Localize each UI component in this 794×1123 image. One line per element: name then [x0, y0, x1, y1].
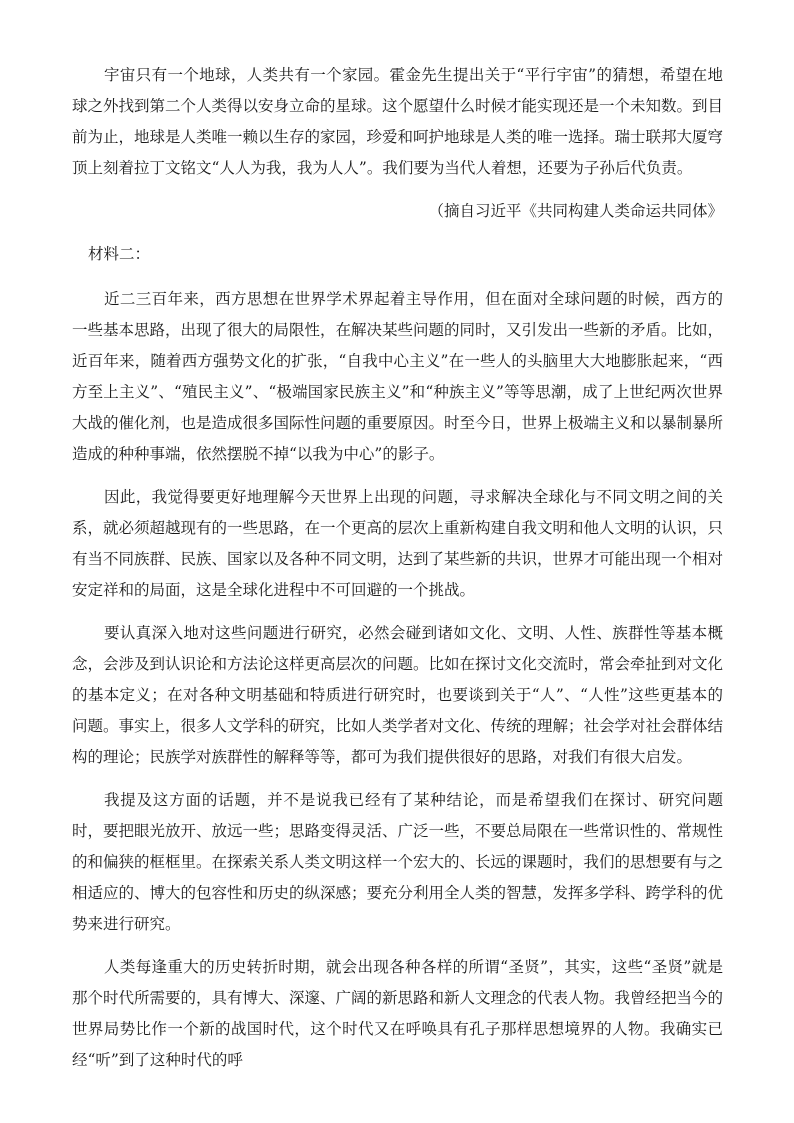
paragraph: 近二三百年来，西方思想在世界学术界起着主导作用，但在面对全球问题的时候，西方的一些基本思路，出现了很大的局限性，在解决某些问题的同时，又引发出一些新的矛盾。比如，近百年来，随着西方强势文化的扩张，“自我中心主义”在一些人的头脑里大大地膨胀起来，“西方至上主义”、“殖民主义”、“极端国家民族主义”和“种族主义”等等思潮，成了上世纪两次世界大战的催化剂，也是造成很多国际性问题的重要原因。时至今日，世界上极端主义和以暴制暴所造成的种种事端，依然摆脱不掉“以我为中心”的影子。 — [72, 290, 724, 463]
paragraph: 要认真深入地对这些问题进行研究，必然会碰到诸如文化、文明、人性、族群性等基本概念，会涉及到认识论和方法论这样更高层次的问题。比如在探讨文化交流时，常会牵扯到对文化的基本定义；在对各种文明基础和特质进行研究时，也要谈到关于“人”、“人性”这些更基本的问题。事实上，很多人文学科的研究，比如人类学者对文化、传统的理解；社会学对社会群体结构的理论；民族学对族群性的解释等等，都可为我们提供很好的思路，对我们有很大启发。 — [72, 624, 724, 766]
paragraph: 我提及这方面的话题，并不是说我已经有了某种结论，而是希望我们在探讨、研究问题时，要把眼光放开、放远一些；思路变得灵活、广泛一些，不要总局限在一些常识性的、常规性的和偏狭的框框里。在探索关系人类文明这样一个宏大的、长远的课题时，我们的思想要有与之相适应的、博大的包容性和历史的纵深感；要充分利用全人类的智慧，发挥多学科、跨学科的优势来进行研究。 — [72, 791, 724, 933]
paragraph: 人类每逢重大的历史转折时期，就会出现各种各样的所谓“圣贤”，其实，这些“圣贤”就是那个时代所需要的，具有博大、深邃、广阔的新思路和新人文理念的代表人物。我曾经把当今的世界局势比作一个新的战国时代，这个时代又在呼唤具有孔子那样思想境界的人物。我确实已经“听”到了这种时代的呼 — [72, 958, 724, 1069]
material-two-label: 材料二： — [88, 245, 151, 263]
document-body — [72, 60, 723, 1088]
material-one-paragraph: 宇宙只有一个地球，人类共有一个家园。霍金先生提出关于“平行宇宙”的猜想，希望在地球之外找到第二个人类得以安身立命的星球。这个愿望什么时候才能实现还是一个未知数。到目前为止，地球是人类唯一赖以生存的家园，珍爱和呵护地球是人类的唯一选择。瑞士联邦大厦穹顶上刻着拉丁文铭文“人人为我，我为人人”。我们要为当代人着想，还要为子孙后代负责。 — [72, 66, 724, 177]
paragraph: 因此，我觉得要更好地理解今天世界上出现的问题，寻求解决全球化与不同文明之间的关系，就必须超越现有的一些思路，在一个更高的层次上重新构建自我文明和他人文明的认识，只有当不同族群、民族、国家以及各种不同文明，达到了某些新的共识，世界才可能出现一个相对安定祥和的局面，这是全球化进程中不可回避的一个挑战。 — [72, 488, 724, 599]
source-citation: （摘自习近平《共同构建人类命运共同体》 — [428, 202, 723, 220]
